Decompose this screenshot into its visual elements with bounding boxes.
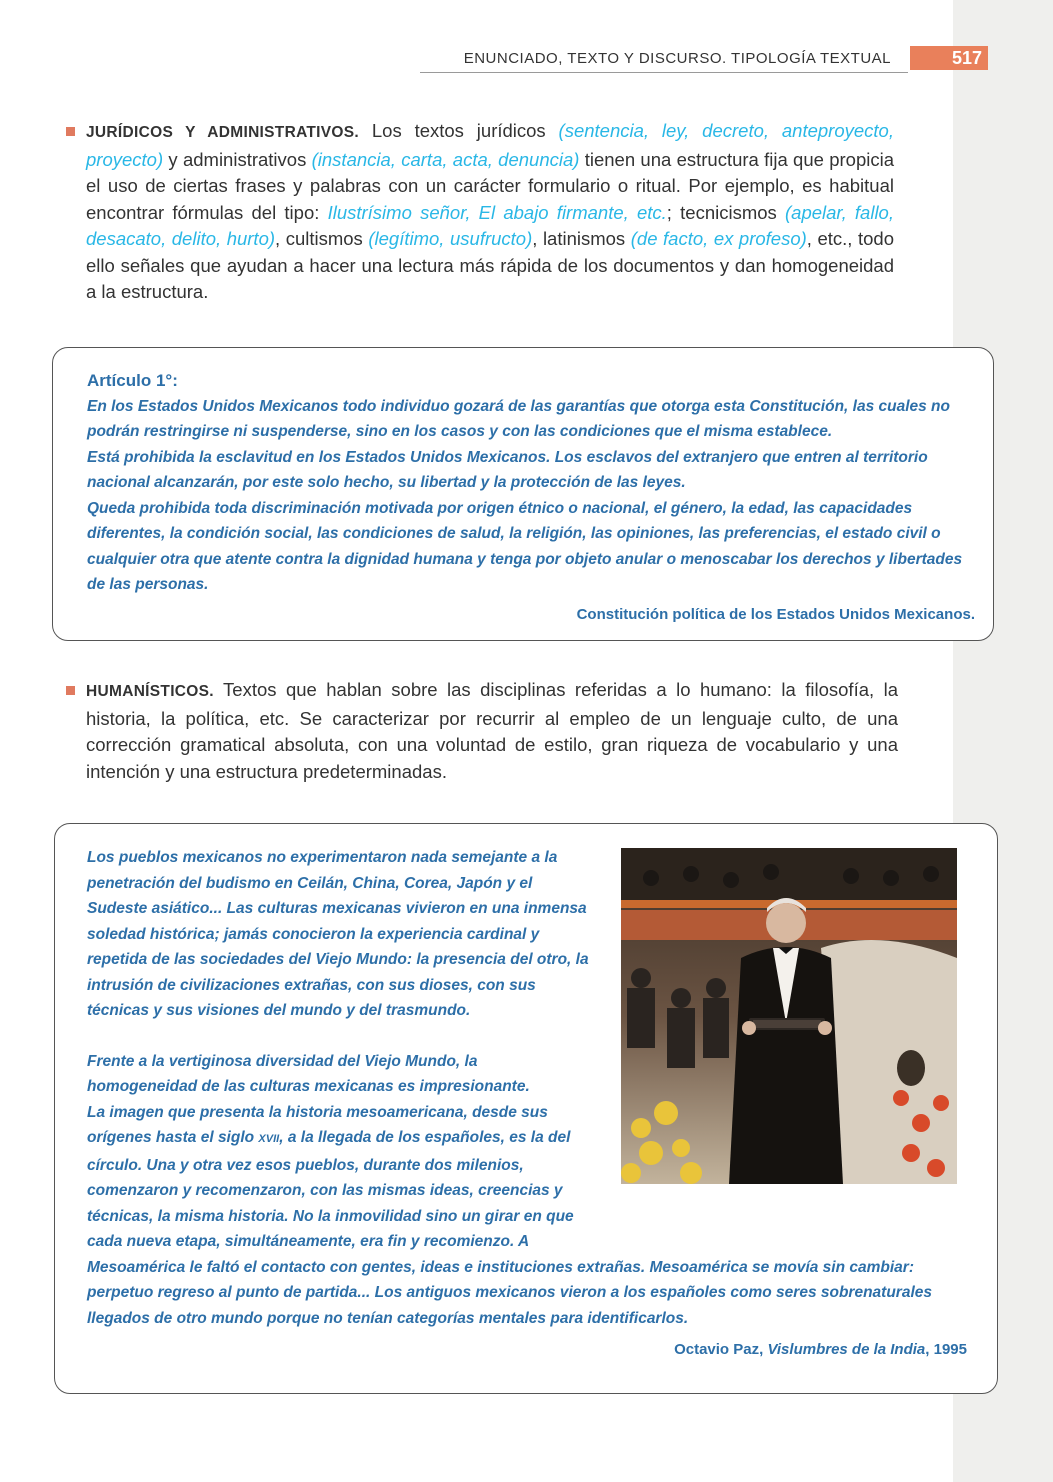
paz-paragraph-1: Los pueblos mexicanos no experimentaron nada semejante a la penetración del budismo en Ceilán, China, Corea, Japón y el Sudeste asiático... Las culturas mexicanas vivieron en una inmensa soledad histórica; jamás conocieron la experiencia cardinal y repetida de las sociedades del Viejo Mundo: la presencia del otro, la intrusión de civilizaciones extrañas, con sus dioses, con sus técnicas y sus visiones del mundo y del trasmundo. [87, 849, 589, 1019]
century-numeral: XVII [258, 1133, 280, 1145]
text-run: , etc., todo ello señales que ayudan a hacer una lectura más rápida de los documentos y dan homogeneidad a la estructura. [86, 228, 894, 302]
section-juridicos [66, 118, 894, 306]
article-paragraph: Está prohibida la esclavitud en los Estados Unidos Mexicanos. Los esclavos del extranjero que entren al territorio nacional alcanzarán, por este solo hecho, su libertad y la protección de las leyes. [87, 448, 928, 491]
term-juridicos: JURÍDICOS Y ADMINISTRATIVOS. [86, 124, 360, 141]
photo-wrap-spacer [587, 1100, 967, 1250]
paz-source [87, 1341, 967, 1358]
quote-source: Constitución política de los Estados Unidos Mexicanos. [576, 605, 975, 623]
humanisticos-paragraph [86, 677, 898, 785]
text-run: , latinismos [532, 228, 631, 249]
header-title: ENUNCIADO, TEXTO Y DISCURSO. TIPOLOGÍA TEXTUAL [463, 50, 891, 67]
header-rule [420, 72, 908, 73]
text-run: y administrativos [163, 148, 312, 170]
example-run: (apelar, fallo, desacato, delito, hurto) [86, 201, 894, 249]
text-run: Textos que hablan sobre las disciplinas referidas a lo humano: la filosofía, la historia, la política, etc. Se caracterizar por recurrir al empleo de un lenguaje culto, de una corrección gramatical absoluta, con una voluntad de estilo, gran riqueza de vocabulario y una intención y una estructura predeterminadas. [86, 679, 898, 782]
paz-paragraph-2b [87, 1100, 967, 1332]
text-run: , a la llegada de los españoles, es la del círculo. Una y otra vez esos pueblos, durante dos milenios, comenzaron y recomenzaron, con las mismas ideas, creencias y técnicas, la misma historia. No la inmovilidad sino un girar en que cada nueva etapa, simultáneamente, era fin y recomienzo. A Mesoamérica le faltó el contacto con gentes, ideas e instituciones extrañas. Mesoamérica se movía sin cambiar: perpetuo regreso al punto de partida... Los antiguos mexicanos vieron a los españoles como seres sobrenaturales llegados de otro mundo porque no tenían categorías mentales para identificarlos. [87, 1129, 932, 1327]
source-work: Vislumbres de la India [767, 1341, 926, 1358]
example-run: (instancia, carta, acta, denuncia) [311, 148, 580, 170]
section-humanisticos [66, 677, 898, 785]
paz-paragraph-2a: Frente a la vertiginosa diversidad del Viejo Mundo, la homogeneidad de las culturas mexicanas es impresionante. [87, 1052, 530, 1095]
juridicos-paragraph [86, 118, 894, 306]
text-run: , cultismos [275, 228, 369, 249]
example-run: (legítimo, usufructo) [368, 228, 533, 249]
text-run: La imagen que presenta la historia mesoamericana, desde sus orígenes hasta el siglo [87, 1103, 548, 1146]
text-run: tienen una estructura fija que propicia el uso de ciertas frases y palabras con un carácter formulario o ritual. Por ejemplo, es habitual encontrar fórmulas del tipo: [86, 148, 894, 223]
paz-quote-box [54, 823, 998, 1394]
example-run: (de facto, ex profeso) [630, 228, 807, 249]
article-paragraph: En los Estados Unidos Mexicanos todo individuo gozará de las garantías que otorga esta Constitución, las cuales no podrán restringirse ni suspenderse, sino en los casos y con las condiciones que el misma establece. [87, 397, 950, 440]
text-run: ; tecnicismos [666, 201, 785, 223]
example-run: Ilustrísimo señor, El abajo firmante, etc. [327, 201, 667, 223]
text-run: Los textos jurídicos [359, 120, 559, 141]
page-number: 517 [910, 46, 988, 70]
article-paragraph: Queda prohibida toda discriminación motivada por origen étnico o nacional, el género, la edad, las capacidades diferentes, la condición social, las condiciones de salud, la religión, las opiniones, las preferencias, el estado civil o cualquier otra que atente contra la dignidad humana y tenga por objeto anular o menoscabar los derechos y libertades de las personas. [87, 499, 963, 593]
example-run: (sentencia, ley, decreto, anteproyecto, proyecto) [86, 120, 894, 170]
term-humanisticos: HUMANÍSTICOS. [86, 683, 214, 700]
source-year: , 1995 [925, 1341, 967, 1358]
bullet-square-icon [66, 127, 75, 136]
article-heading: Artículo 1°: [87, 371, 178, 390]
running-header [420, 46, 988, 74]
bullet-square-icon [66, 686, 75, 695]
constitution-quote-box [52, 347, 994, 641]
source-author: Octavio Paz, [674, 1341, 768, 1358]
